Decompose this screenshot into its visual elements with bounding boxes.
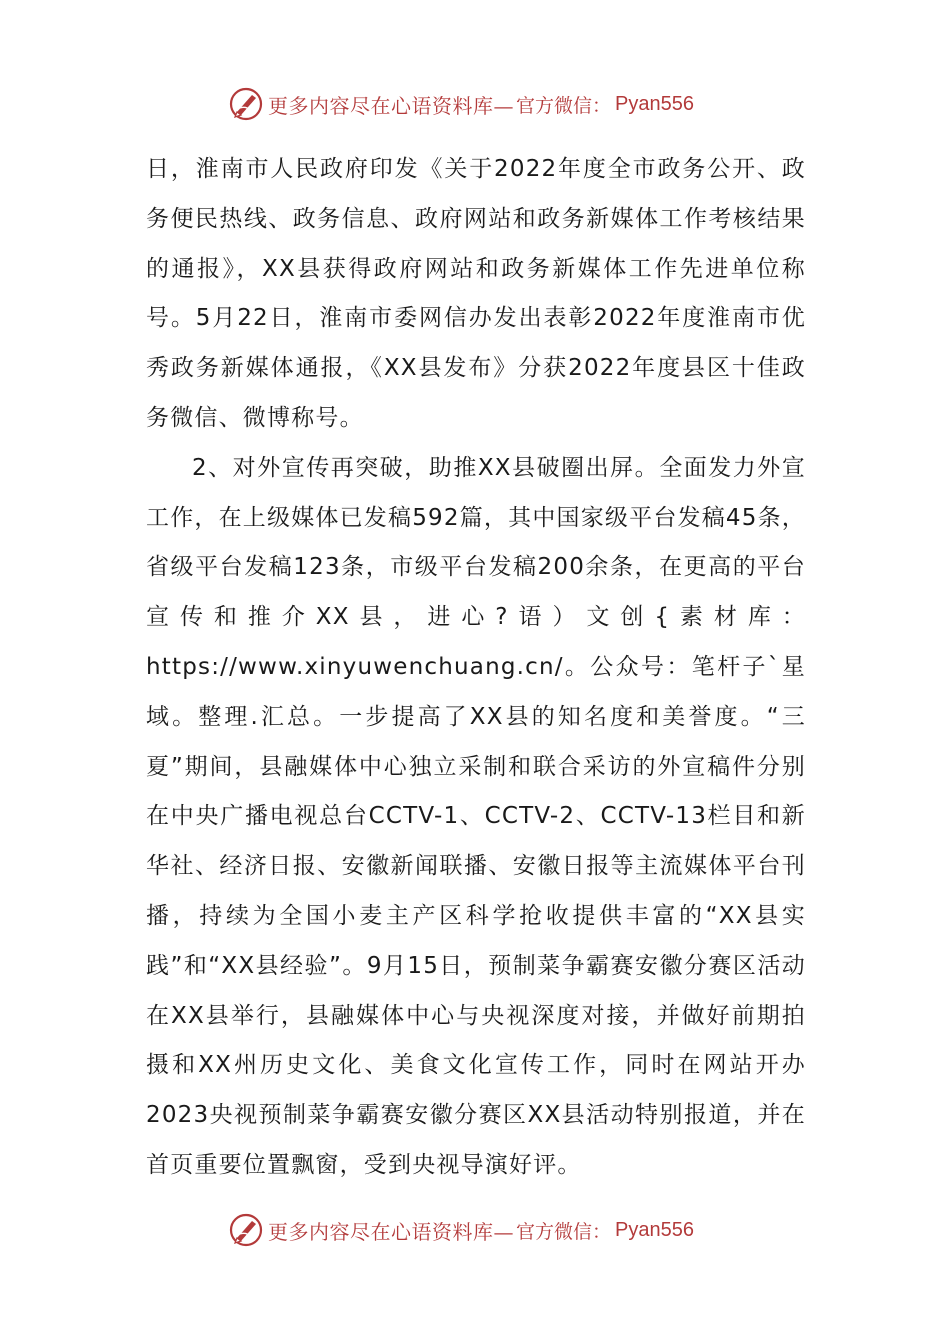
document-body xyxy=(146,145,806,1191)
pen-logo-icon xyxy=(228,1212,264,1248)
banner-wechat-id: Pyan556 xyxy=(615,1218,694,1241)
banner-wechat-id: Pyan556 xyxy=(615,92,694,115)
banner-wechat-label: 官方微信： xyxy=(516,94,612,117)
banner-wechat-label: 官方微信： xyxy=(516,1220,612,1243)
banner-text: 更多内容尽在心语资料库— xyxy=(268,93,514,118)
paragraph-1: 日，淮南市人民政府印发《关于2022年度全市政务公开、政务便民热线、政务信息、政府网站和政务新媒体工作考核结果的通报》，XX县获得政府网站和政务新媒体工作先进单位称号。5月22日，淮南市委网信办发出表彰2022年度淮南市优秀政务新媒体通报，《XX县发布》分获2022年度县区十佳政务微信、微博称号。 xyxy=(146,156,806,431)
footer-banner xyxy=(228,1210,694,1250)
banner-text: 更多内容尽在心语资料库— xyxy=(268,1219,514,1244)
header-banner xyxy=(228,84,694,124)
paragraph-2: 2、对外宣传再突破，助推XX县破圈出屏。全面发力外宣工作，在上级媒体已发稿592篇，其中国家级平台发稿45条，省级平台发稿123条，市级平台发稿200余条，在更高的平台宣传和推介XX县，进心?语）文创{素材库：https://www.xinyuwenchuang.cn/。公众号：笔杆子`星域。整理.汇总。一步提高了XX县的知名度和美誉度。“三夏”期间，县融媒体中心独立采制和联合采访的外宣稿件分别在中央广播电视总台CCTV-1、CCTV-2、CCTV-13栏目和新华社、经济日报、安徽新闻联播、安徽日报等主流媒体平台刊播，持续为全国小麦主产区科学抢收提供丰富的“XX县实践”和“XX县经验”。9月15日，预制菜争霸赛安徽分赛区活动在XX县举行，县融媒体中心与央视深度对接，并做好前期拍摄和XX州历史文化、美食文化宣传工作，同时在网站开办2023央视预制菜争霸赛安徽分赛区XX县活动特别报道，并在首页重要位置飘窗，受到央视导演好评。 xyxy=(146,454,806,1178)
pen-logo-icon xyxy=(228,86,264,122)
